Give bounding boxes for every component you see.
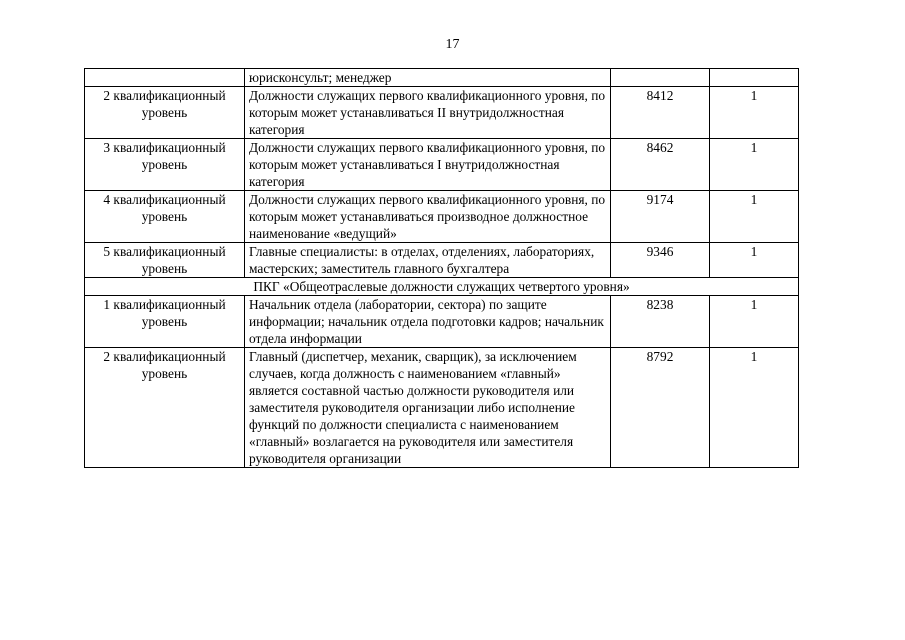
coefficient-cell: 1 xyxy=(710,139,799,191)
position-description-cell: Должности служащих первого квалификационного уровня, по которым может устанавливаться I внутридолжностная категория xyxy=(245,139,611,191)
position-description-cell: Главные специалисты: в отделах, отделениях, лабораториях, мастерских; заместитель главного бухгалтера xyxy=(245,243,611,278)
salary-cell: 8792 xyxy=(611,348,710,468)
table-row xyxy=(85,296,799,348)
page-number: 17 xyxy=(445,37,460,52)
qualification-level-cell: 1 квалификационный уровень xyxy=(85,296,245,348)
table-row xyxy=(85,348,799,468)
position-description-cell: Главный (диспетчер, механик, сварщик), за исключением случаев, когда должность с наименованием «главный» является составной частью должности руководителя или заместителя руководителя организации либо исполнение функций по должности специалиста с наименованием «главный» возлагается на руководителя или заместителя руководителя организации xyxy=(245,348,611,468)
coefficient-cell: 1 xyxy=(710,191,799,243)
salary-cell: 9174 xyxy=(611,191,710,243)
qualification-level-cell: 4 квалификационный уровень xyxy=(85,191,245,243)
qualification-level-cell: 3 квалификационный уровень xyxy=(85,139,245,191)
coefficient-cell: 1 xyxy=(710,296,799,348)
coefficient-cell: 1 xyxy=(710,87,799,139)
table-row xyxy=(85,139,799,191)
coefficient-cell: 1 xyxy=(710,243,799,278)
coefficient-cell: 1 xyxy=(710,348,799,468)
salary-cell xyxy=(611,69,710,87)
position-description-cell: Начальник отдела (лаборатории, сектора) по защите информации; начальник отдела подготовки кадров; начальник отдела информации xyxy=(245,296,611,348)
table-row xyxy=(85,243,799,278)
position-description-cell: юрисконсульт; менеджер xyxy=(245,69,611,87)
position-description-cell: Должности служащих первого квалификационного уровня, по которым может устанавливаться производное должностное наименование «ведущий» xyxy=(245,191,611,243)
coefficient-cell xyxy=(710,69,799,87)
qualification-level-cell xyxy=(85,69,245,87)
salary-table xyxy=(84,68,799,468)
table-row xyxy=(85,191,799,243)
salary-cell: 8412 xyxy=(611,87,710,139)
qualification-level-cell: 2 квалификационный уровень xyxy=(85,87,245,139)
group-header-row xyxy=(85,278,799,296)
salary-cell: 8238 xyxy=(611,296,710,348)
group-title: ПКГ «Общеотраслевые должности служащих четвертого уровня» xyxy=(85,278,799,296)
table-row xyxy=(85,69,799,87)
table-row xyxy=(85,87,799,139)
qualification-level-cell: 5 квалификационный уровень xyxy=(85,243,245,278)
salary-cell: 8462 xyxy=(611,139,710,191)
salary-cell: 9346 xyxy=(611,243,710,278)
qualification-level-cell: 2 квалификационный уровень xyxy=(85,348,245,468)
position-description-cell: Должности служащих первого квалификационного уровня, по которым может устанавливаться II внутридолжностная категория xyxy=(245,87,611,139)
